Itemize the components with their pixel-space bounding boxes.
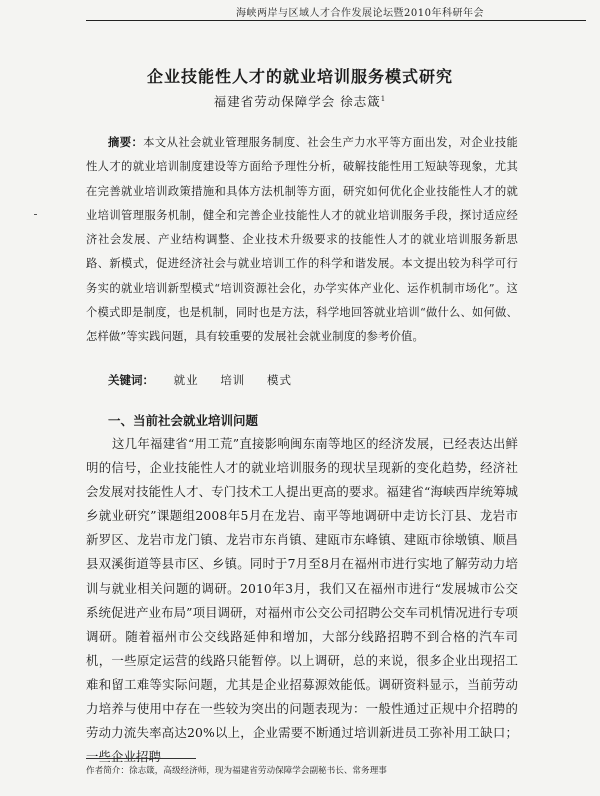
author-line <box>0 92 600 110</box>
body-text <box>86 432 518 769</box>
author-footnote-mark: 1 <box>380 94 387 103</box>
paper-title: 企业技能性人才的就业培训服务模式研究 <box>146 67 453 86</box>
keywords-label: 关键词： <box>108 373 154 387</box>
section-heading: 一、当前社会就业培训问题 <box>108 413 259 428</box>
abstract <box>86 130 518 350</box>
keywords <box>108 372 310 388</box>
margin-mark <box>34 214 37 215</box>
running-header: 海峡两岸与区域人才合作发展论坛暨2010年科研年会 <box>236 8 484 19</box>
keyword: 就业 <box>173 373 199 387</box>
footnote: 作者简介：徐志箴，高级经济师，现为福建省劳动保障学会副秘书长、常务理事 <box>86 766 387 776</box>
keyword: 模式 <box>266 373 292 387</box>
author-name: 福建省劳动保障学会 徐志箴 <box>213 94 381 109</box>
footnote-rule <box>86 758 196 759</box>
abstract-text: 本文从社会就业管理服务制度、社会生产力水平等方面出发，对企业技能性人才的就业培训制度建设等方面给予理性分析，破解技能性用工短缺等现象，尤其在完善就业培训政策措施和具体方法机制等方面，研究如何优化企业技能性人才的就业培训管理服务机制，健全和完善企业技能性人才的就业培训服务手段，探讨适应经济社会发展、产业结构调整、企业技术升级要求的技能性人才的就业培训服务新思路、新模式，促进经济社会与就业培训工作的科学和谐发展。本文提出较为科学可行务实的就业培训新型模式“培训资源社会化，办学实体产业化、运作机制市场化”。这个模式即是制度，也是机制，同时也是方法，科学地回答就业培训“做什么、如何做、怎样做”等实践问题，具有较重要的发展社会就业制度的参考价值。 <box>86 136 518 344</box>
abstract-label: 摘要： <box>108 135 144 149</box>
header-rule <box>86 20 586 21</box>
keyword: 培训 <box>220 373 246 387</box>
body-paragraph: 这几年福建省“用工荒”直接影响闽东南等地区的经济发展，已经表达出鲜明的信号，企业技能性人才的就业培训服务的现状呈现新的变化趋势，经济社会发展对技能性人才、专门技术工人提出更高的要求。福建省“海峡西岸统筹城乡就业研究”课题组2008年5月在龙岩、南平等地调研中走访长汀县、龙岩市新罗区、龙岩市龙门镇、龙岩市东肖镇、建瓯市东峰镇、建瓯市徐墩镇、顺昌县双溪街道等县市区、乡镇。同时于7月至8月在福州市进行实地了解劳动力培训与就业相关问题的调研。2010年3月，我们又在福州市进行“发展城市公交系统促进产业布局”项目调研，对福州市公交公司招聘公交车司机情况进行专项调研。随着福州市公交线路延伸和增加，大部分线路招聘不到合格的汽车司机，一些原定运营的线路只能暂停。以上调研，总的来说，很多企业出现招工难和留工难等实际问题，尤其是企业招募源效能低。调研资料显示，当前劳动力培养与使用中存在一些较为突出的问题表现为：一般性通过正规中介招聘的劳动力流失率高达20%以上，企业需要不断通过培训新进员工弥补用工缺口；一些企业招聘 <box>86 436 518 765</box>
